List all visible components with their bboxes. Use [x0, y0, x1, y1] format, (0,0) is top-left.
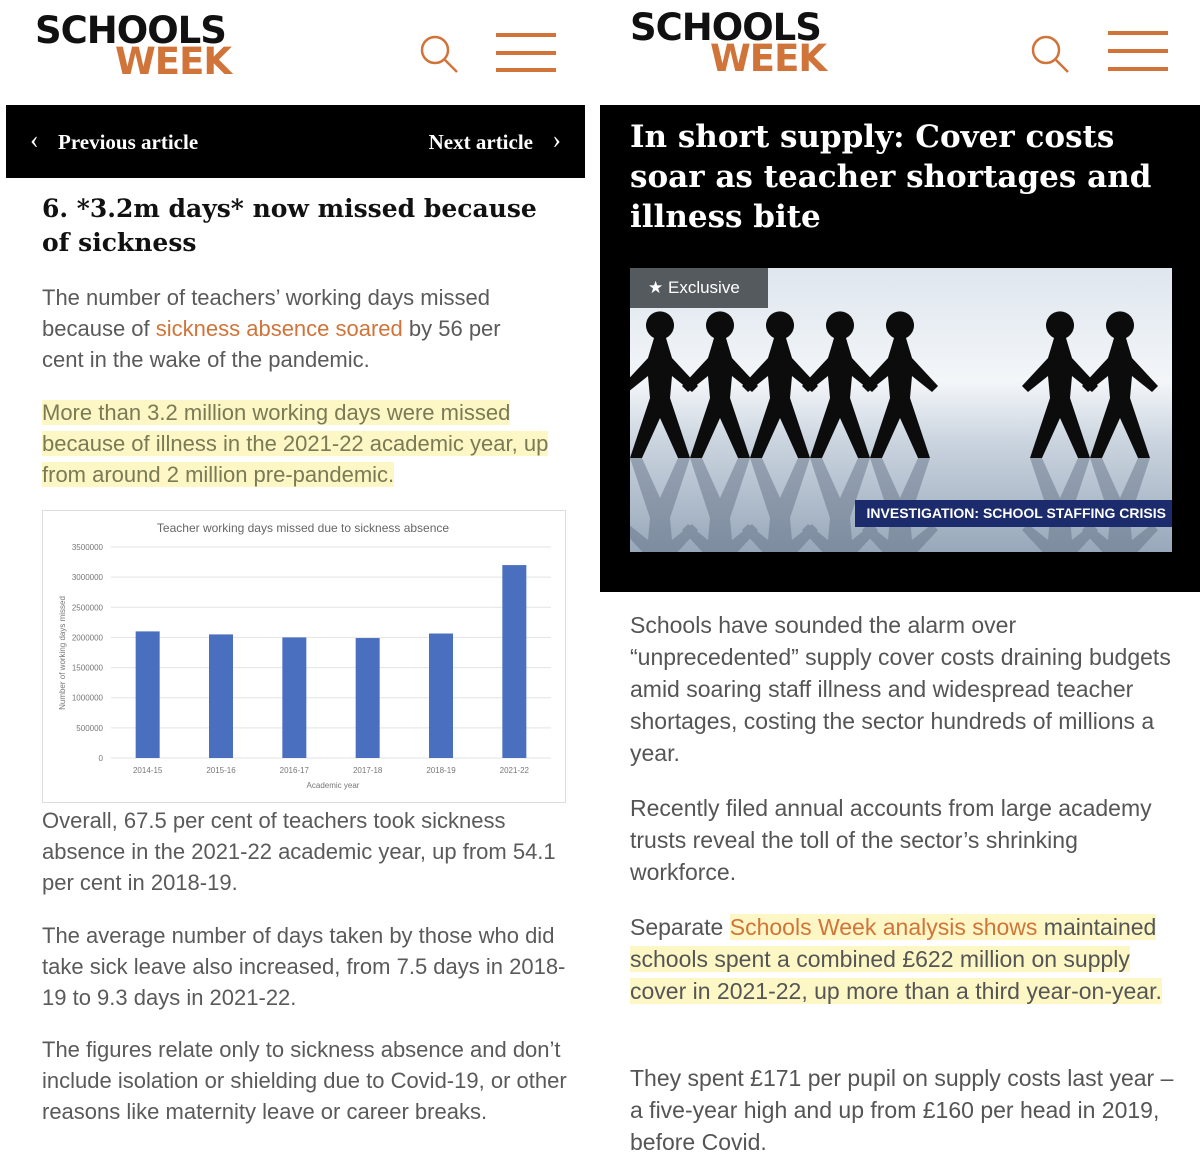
article-navbar [6, 105, 585, 178]
logo-line1: SCHOOLS [35, 9, 226, 52]
logo-line1: SCHOOLS [630, 6, 821, 49]
x-tick-label: 2014-15 [132, 766, 163, 775]
highlighted-text: More than 3.2 million working days were missed because of illness in the 2021-22 academic year, up from around 2 million pre-pandemic. [42, 400, 549, 487]
bar-2021-22 [502, 565, 526, 758]
bar-2016-17 [282, 637, 306, 758]
article-photo [630, 268, 1172, 552]
logo-line2: WEEK [115, 40, 232, 83]
paragraph-4: They spent £171 per pupil on supply costs last year – a five-year high and up from £160 per head in 2019, before Covid. [630, 1065, 1174, 1155]
text: Separate [630, 914, 730, 940]
x-axis-label: Academic year [306, 781, 360, 790]
chart-svg [43, 511, 565, 802]
paragraph-3 [630, 911, 1180, 1007]
paper-figure [682, 458, 758, 552]
section-heading: 6. *3.2m days* now missed because of sickness [42, 194, 537, 257]
text: The number of teachers’ working days missed because of [42, 285, 490, 341]
analysis-link[interactable]: Schools Week analysis shows [729, 914, 1038, 940]
x-tick-label: 2016-17 [279, 766, 310, 775]
y-tick-label: 3500000 [71, 543, 103, 552]
right-screenshot [600, 0, 1200, 1169]
paragraph-3: Overall, 67.5 per cent of teachers took sickness absence in the 2021-22 academic year, up from 54.1 per cent in 2018-19. [42, 808, 556, 895]
exclusive-badge [630, 268, 768, 308]
x-tick-label: 2015-16 [206, 766, 236, 775]
menu-icon[interactable] [496, 33, 556, 73]
bar-2015-16 [209, 634, 233, 758]
y-axis-label: Number of working days missed [58, 596, 67, 710]
chart-title: Teacher working days missed due to sickness absence [156, 521, 450, 535]
investigation-label[interactable]: INVESTIGATION: SCHOOL STAFFING CRISIS [855, 500, 1172, 527]
bar-chart [42, 510, 566, 803]
search-icon[interactable] [1030, 34, 1070, 74]
paragraph-2-highlighted [42, 397, 562, 490]
y-tick-label: 0 [98, 754, 103, 763]
paragraph-2: Recently filed annual accounts from large academy trusts reveal the toll of the sector’s shrinking workforce. [630, 795, 1152, 885]
paper-figure [742, 458, 818, 552]
y-tick-label: 1500000 [71, 663, 103, 673]
paragraph-1: Schools have sounded the alarm over “unprecedented” supply cover costs draining budgets amid soaring staff illness and widespread teacher shortages, costing the sector hundreds of millions a year. [630, 612, 1171, 766]
paragraph-5: The figures relate only to sickness absence and don’t include isolation or shielding due to Covid-19, or other reasons like maternity leave or career breaks. [42, 1037, 567, 1124]
paragraph-1 [42, 282, 542, 375]
x-tick-label: 2021-22 [499, 766, 530, 775]
schools-week-logo[interactable] [630, 6, 827, 80]
next-article-link[interactable]: Next article [428, 130, 533, 154]
chevron-left-icon[interactable]: ‹ [30, 125, 39, 154]
paper-figure [862, 311, 938, 458]
previous-article-link[interactable]: Previous article [58, 130, 199, 154]
bar-2017-18 [356, 638, 380, 758]
menu-icon[interactable] [1108, 31, 1168, 71]
text: by 56 per cent in the wake of the pandemic. [42, 316, 501, 372]
article-title: In short supply: Cover costs soar as teacher shortages and illness bite [630, 119, 1152, 235]
y-tick-label: 2500000 [71, 603, 103, 613]
highlighted-text: maintained schools spent a combined £622 million on supply cover in 2021-22, up more than a third year-on-year. [630, 914, 1162, 1004]
y-tick-label: 2000000 [71, 633, 103, 643]
exclusive-label: Exclusive [667, 278, 740, 297]
left-screenshot [0, 0, 592, 1169]
logo-line2: WEEK [710, 37, 827, 80]
star-icon: ★ [648, 278, 664, 297]
bar-2018-19 [429, 634, 453, 758]
paragraph-4: The average number of days taken by those who did take sick leave also increased, from 7.5 days in 2018-19 to 9.3 days in 2021-22. [42, 923, 566, 1010]
schools-week-logo[interactable] [35, 9, 232, 83]
x-tick-label: 2017-18 [352, 766, 383, 775]
paper-figure [630, 458, 698, 552]
x-tick-label: 2018-19 [426, 766, 456, 775]
y-tick-label: 3000000 [71, 573, 103, 583]
y-tick-label: 500000 [76, 723, 103, 733]
search-icon[interactable] [419, 34, 459, 74]
chevron-right-icon[interactable]: › [552, 125, 561, 154]
bar-2014-15 [136, 631, 160, 758]
sickness-absence-link[interactable]: sickness absence soared [155, 316, 403, 341]
y-tick-label: 1000000 [71, 693, 103, 703]
article-header [600, 105, 1200, 592]
paper-figure [1082, 311, 1158, 458]
